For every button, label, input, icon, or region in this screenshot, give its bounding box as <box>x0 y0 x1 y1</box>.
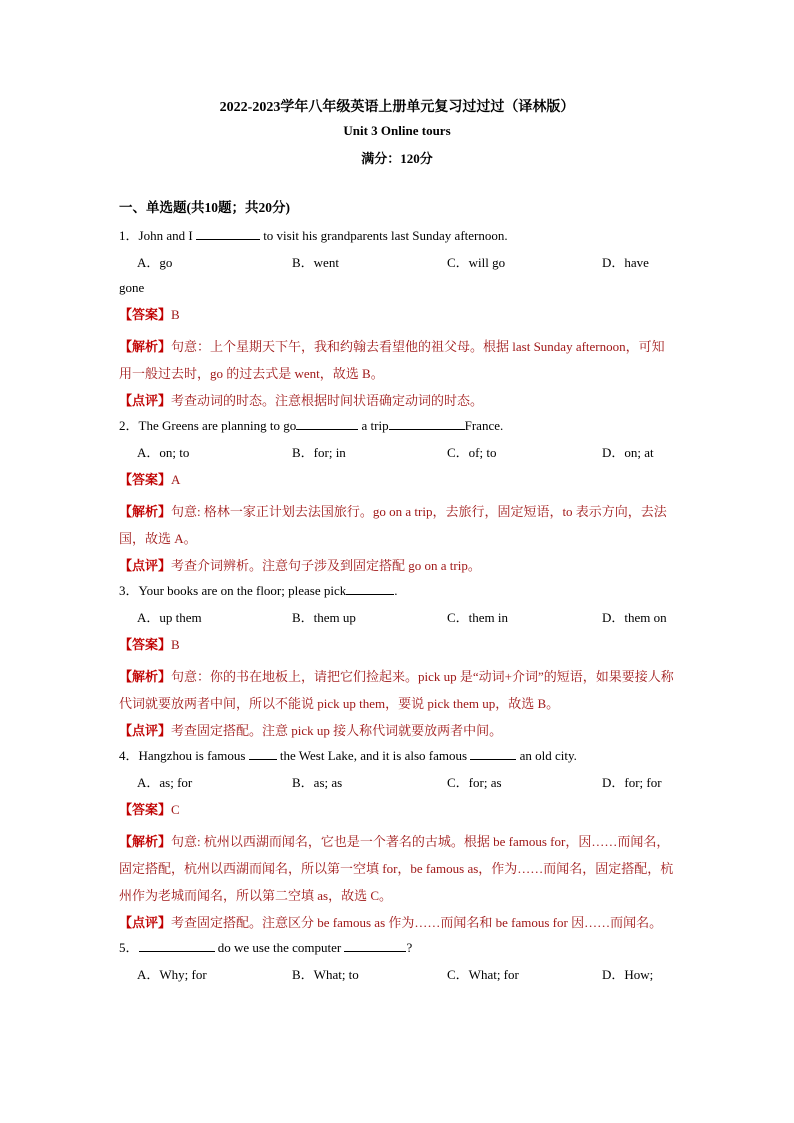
analysis-text: 句意: 格林一家正计划去法国旅行。go on a trip，去旅行，固定短语，to 表示方向，去法国，故选 A。 <box>119 504 667 546</box>
answer-blank <box>389 416 465 430</box>
stem-text: France. <box>464 418 504 433</box>
comment-tag: 【点评】 <box>119 723 172 738</box>
stem-text: John and I <box>138 228 193 243</box>
option-c: C．What; for <box>447 967 519 982</box>
analysis-line <box>119 663 675 717</box>
option-d: D．How; <box>602 967 654 982</box>
answer-blank <box>296 416 358 430</box>
stem-text: Your books are on the floor; please pick <box>138 583 347 598</box>
answer-blank <box>470 746 516 760</box>
option-c: C．of; to <box>447 445 497 460</box>
option-b: B．went <box>292 255 339 270</box>
question-1-stem <box>119 226 675 245</box>
stem-text: do we use the computer <box>217 940 342 955</box>
question-number: 4． <box>119 748 139 763</box>
analysis-line <box>119 333 675 387</box>
option-b: B．as; as <box>292 775 343 790</box>
comment-tag: 【点评】 <box>119 915 172 930</box>
stem-text: an old city. <box>519 748 577 763</box>
option-b: B．for; in <box>292 445 346 460</box>
question-list <box>119 199 675 993</box>
stem-text: The Greens are planning to go <box>138 418 297 433</box>
analysis-tag: 【解析】 <box>119 669 172 684</box>
analysis-line <box>119 828 675 909</box>
comment-text: 考查动词的时态。注意根据时间状语确定动词的时态。 <box>171 393 484 408</box>
stem-text: to visit his grandparents last Sunday afternoon. <box>263 228 508 243</box>
analysis-tag: 【解析】 <box>119 504 172 519</box>
answer-value: B <box>171 307 180 322</box>
option-a: A．go <box>137 255 173 270</box>
answer-line <box>119 801 675 819</box>
question-number: 3． <box>119 583 139 598</box>
option-c: C．for; as <box>447 775 502 790</box>
comment-text: 考查固定搭配。注意区分 be famous as 作为……而闻名和 be famous for 因……而闻名。 <box>171 915 663 930</box>
question-number: 1． <box>119 228 139 243</box>
question-5-stem <box>119 938 675 957</box>
question-2-stem <box>119 416 675 435</box>
comment-line <box>119 387 675 414</box>
option-c: C．will go <box>447 255 506 270</box>
analysis-text: 句意：你的书在地板上，请把它们捡起来。pick up 是“动词+介词”的短语，如果要接人称代词就要放两者中间，所以不能说 pick up them，要说 pick them up，故选 B。 <box>119 669 674 711</box>
question-5-options <box>137 966 675 984</box>
stem-text: ? <box>406 940 413 955</box>
comment-line <box>119 909 675 936</box>
stem-text: Hangzhou is famous <box>138 748 246 763</box>
option-a: A．as; for <box>137 775 193 790</box>
option-c: C．them in <box>447 610 509 625</box>
answer-tag: 【答案】 <box>119 472 172 487</box>
option-a: A．on; to <box>137 445 190 460</box>
stem-text: . <box>394 583 398 598</box>
comment-text: 考查固定搭配。注意 pick up 接人称代词就要放两者中间。 <box>171 723 503 738</box>
unit-title: Unit 3 Online tours <box>343 123 451 138</box>
question-4-options <box>137 774 675 792</box>
option-d: D．them on <box>602 610 667 625</box>
answer-blank <box>344 938 406 952</box>
option-d: D．on; at <box>602 445 654 460</box>
section-heading: 一、单选题(共10题；共20分) <box>119 200 290 215</box>
answer-tag: 【答案】 <box>119 637 172 652</box>
option-d: D．have <box>602 255 649 270</box>
answer-value: A <box>171 472 181 487</box>
comment-tag: 【点评】 <box>119 393 172 408</box>
comment-line <box>119 552 675 579</box>
answer-tag: 【答案】 <box>119 802 172 817</box>
analysis-text: 句意：上个星期天下午，我和约翰去看望他的祖父母。根据 last Sunday afternoon，可知用一般过去时，go 的过去式是 went，故选 B。 <box>119 339 665 381</box>
answer-blank <box>196 226 260 240</box>
answer-line <box>119 471 675 489</box>
answer-line <box>119 306 675 324</box>
answer-blank <box>139 938 215 952</box>
analysis-tag: 【解析】 <box>119 834 172 849</box>
analysis-tag: 【解析】 <box>119 339 172 354</box>
analysis-text: 句意: 杭州以西湖而闻名，它也是一个著名的古城。根据 be famous for，因……而闻名，固定搭配，杭州以西湖而闻名，所以第一空填 for，be famous as，作为……而闻名，固定搭配，杭州作为老城而闻名，所以第二空填 as，故选 C。 <box>119 834 674 903</box>
answer-value: C <box>171 802 180 817</box>
answer-blank <box>249 746 277 760</box>
stem-text: a trip <box>361 418 389 433</box>
question-1-options <box>137 254 675 272</box>
full-score: 满分：120分 <box>361 151 433 166</box>
comment-tag: 【点评】 <box>119 558 172 573</box>
question-2-options <box>137 444 675 462</box>
option-d: D．for; for <box>602 775 662 790</box>
comment-text: 考查介词辨析。注意句子涉及到固定搭配 go on a trip。 <box>171 558 481 573</box>
option-b: B．them up <box>292 610 356 625</box>
question-3-stem <box>119 581 675 600</box>
analysis-line <box>119 498 675 552</box>
answer-blank <box>346 581 394 595</box>
answer-line <box>119 636 675 654</box>
question-number: 5． <box>119 940 139 955</box>
option-b: B．What; to <box>292 967 359 982</box>
option-a: A．Why; for <box>137 967 207 982</box>
question-3-options <box>137 609 675 627</box>
option-wrap: gone <box>119 280 145 295</box>
question-number: 2． <box>119 418 139 433</box>
question-4-stem <box>119 746 675 765</box>
comment-line <box>119 717 675 744</box>
answer-tag: 【答案】 <box>119 307 172 322</box>
option-a: A．up them <box>137 610 202 625</box>
stem-text: the West Lake, and it is also famous <box>279 748 468 763</box>
answer-value: B <box>171 637 180 652</box>
document-title: 2022-2023学年八年级英语上册单元复习过过过（译林版） <box>219 100 575 115</box>
